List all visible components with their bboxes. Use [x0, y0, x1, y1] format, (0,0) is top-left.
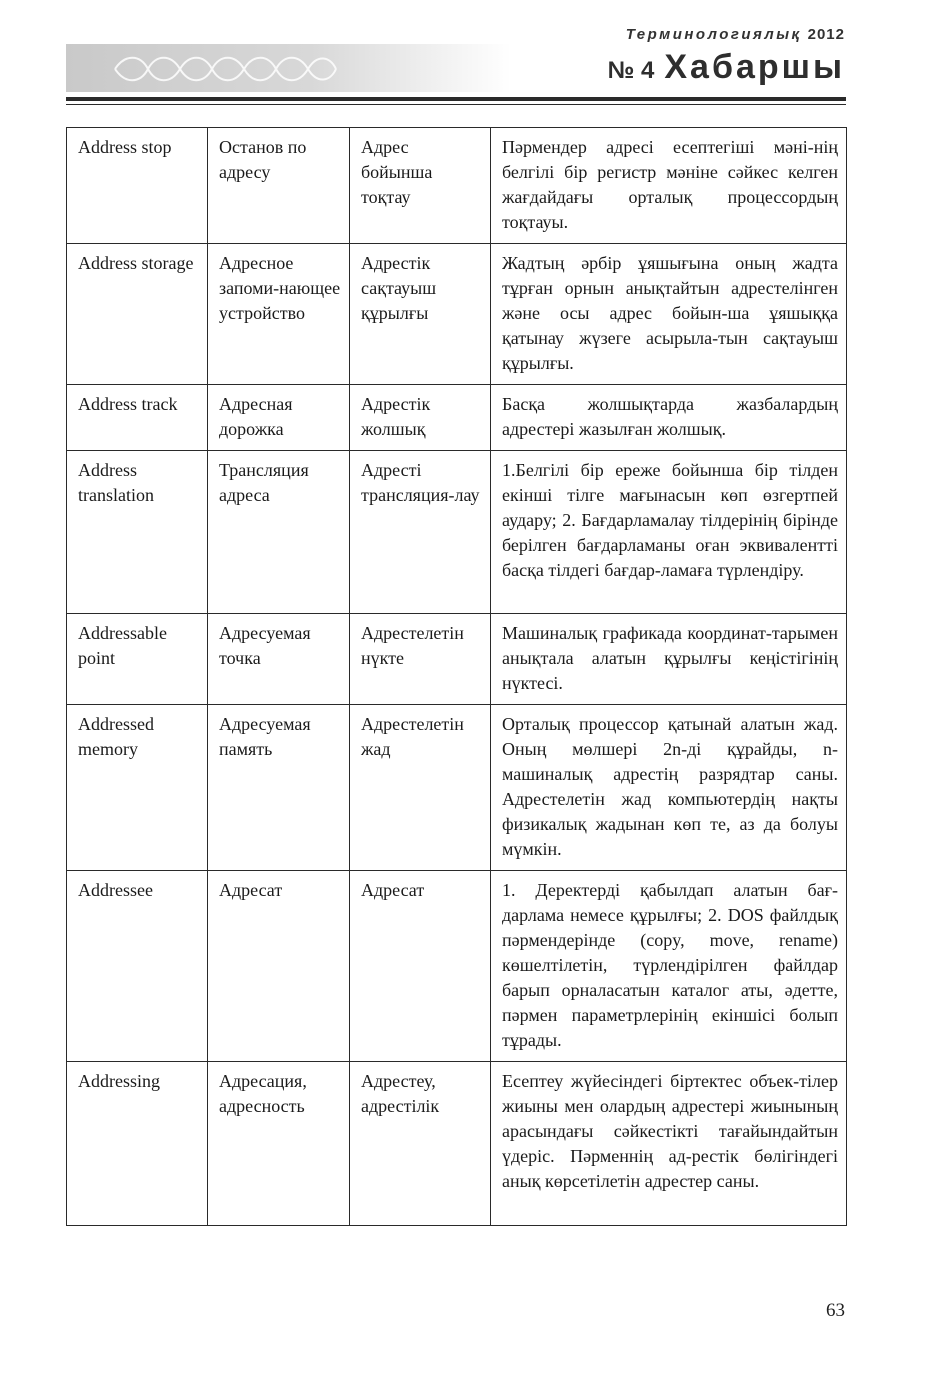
term-kazakh: Адресат [350, 871, 491, 1062]
term-kazakh: Адрестік сақтауыш құрылғы [350, 244, 491, 385]
header-rule-thick [66, 97, 846, 101]
term-russian: Адресное запоми-нающее устройство [208, 244, 350, 385]
journal-year: 2012 [807, 26, 845, 43]
issue-name: Хабаршы [664, 48, 845, 86]
table-row [67, 128, 847, 244]
table-row [67, 614, 847, 705]
journal-name: Терминологиялық [625, 26, 802, 43]
term-kazakh: Адрестелетін нүкте [350, 614, 491, 705]
page-number: 63 [826, 1300, 845, 1321]
term-russian: Адресуемая память [208, 705, 350, 871]
term-russian: Трансляция адреса [208, 451, 350, 614]
term-kazakh: Адресті трансляция-лау [350, 451, 491, 614]
term-definition: Пәрмендер адресі есептегіші мәні-нің белгілі бір регистр мәніне сәйкес келген жағдайдағы орталық процессордың тоқтауы. [491, 128, 847, 244]
term-english: Addressing [67, 1062, 208, 1226]
term-english: Address stop [67, 128, 208, 244]
table-row [67, 871, 847, 1062]
term-russian: Адресация, адресность [208, 1062, 350, 1226]
term-definition: Басқа жолшықтарда жазбалардың адрестері жазылған жолшық. [491, 385, 847, 451]
term-english: Addressable point [67, 614, 208, 705]
table-row [67, 451, 847, 614]
term-definition: Жадтың әрбір ұяшығына оның жадта тұрған орнын анықтайтын адрестелінген және осы адрес бойын-ша ұяшыққа қатынау жүзеге асырыла-тын сақтауыш құрылғы. [491, 244, 847, 385]
issue-number: № 4 [607, 57, 655, 84]
term-kazakh: Адрестеу, адрестілік [350, 1062, 491, 1226]
term-english: Address translation [67, 451, 208, 614]
ornament-icon [110, 52, 340, 86]
term-russian: Адресуемая точка [208, 614, 350, 705]
terms-table [66, 127, 847, 1226]
journal-title [626, 26, 845, 43]
term-russian: Останов по адресу [208, 128, 350, 244]
term-english: Addressee [67, 871, 208, 1062]
table-row [67, 385, 847, 451]
term-definition: Орталық процессор қатынай алатын жад. Оның мөлшері 2n-ді құрайды, n-машиналық адрестің разрядтар саны. Адрестелетін жад компьютердің нақты физикалық жадынан көп те, аз да болуы мүмкін. [491, 705, 847, 871]
term-definition: 1. Деректерді қабылдап алатын бағ-дарлама немесе құрылғы; 2. DOS файлдық пәрмендерінде (copy, move, rename) көшелтілетін, түрлендірілген файлдар барып орналасатын каталог аты, әдетте, пәрмен параметрлерінің екіншісі болып тұрады. [491, 871, 847, 1062]
term-definition: Есептеу жүйесіндегі біртектес объек-тілер жиыны мен олардың адрестері жиынының арасындағы сәйкестікті тағайындайтын үдеріс. Пәрменнің ад-рестік бөлігіндегі анық көрсетілетін адрестер саны. [491, 1062, 847, 1226]
term-definition: Машиналық графикада координат-тарымен анықтала алатын құрылғы кеңістігінің нүктесі. [491, 614, 847, 705]
table-row [67, 244, 847, 385]
term-kazakh: Адрестік жолшық [350, 385, 491, 451]
term-russian: Адресная дорожка [208, 385, 350, 451]
term-russian: Адресат [208, 871, 350, 1062]
term-definition: 1.Белгілі бір ереже бойынша бір тілден екінші тілге мағынасын көп өзгертпей аудару; 2. Бағдарламалау тілдерінің бірінде берілген бағдарламаны оған эквивалентті басқа тілдегі бағдар-ламаға түрлендіру. [491, 451, 847, 614]
table-row [67, 1062, 847, 1226]
term-kazakh: Адрестелетін жад [350, 705, 491, 871]
issue-heading [608, 48, 845, 87]
header-rule-thin [66, 104, 846, 105]
term-kazakh: Адрес бойынша тоқтау [350, 128, 491, 244]
term-english: Address track [67, 385, 208, 451]
term-english: Address storage [67, 244, 208, 385]
table-row [67, 705, 847, 871]
term-english: Addressed memory [67, 705, 208, 871]
